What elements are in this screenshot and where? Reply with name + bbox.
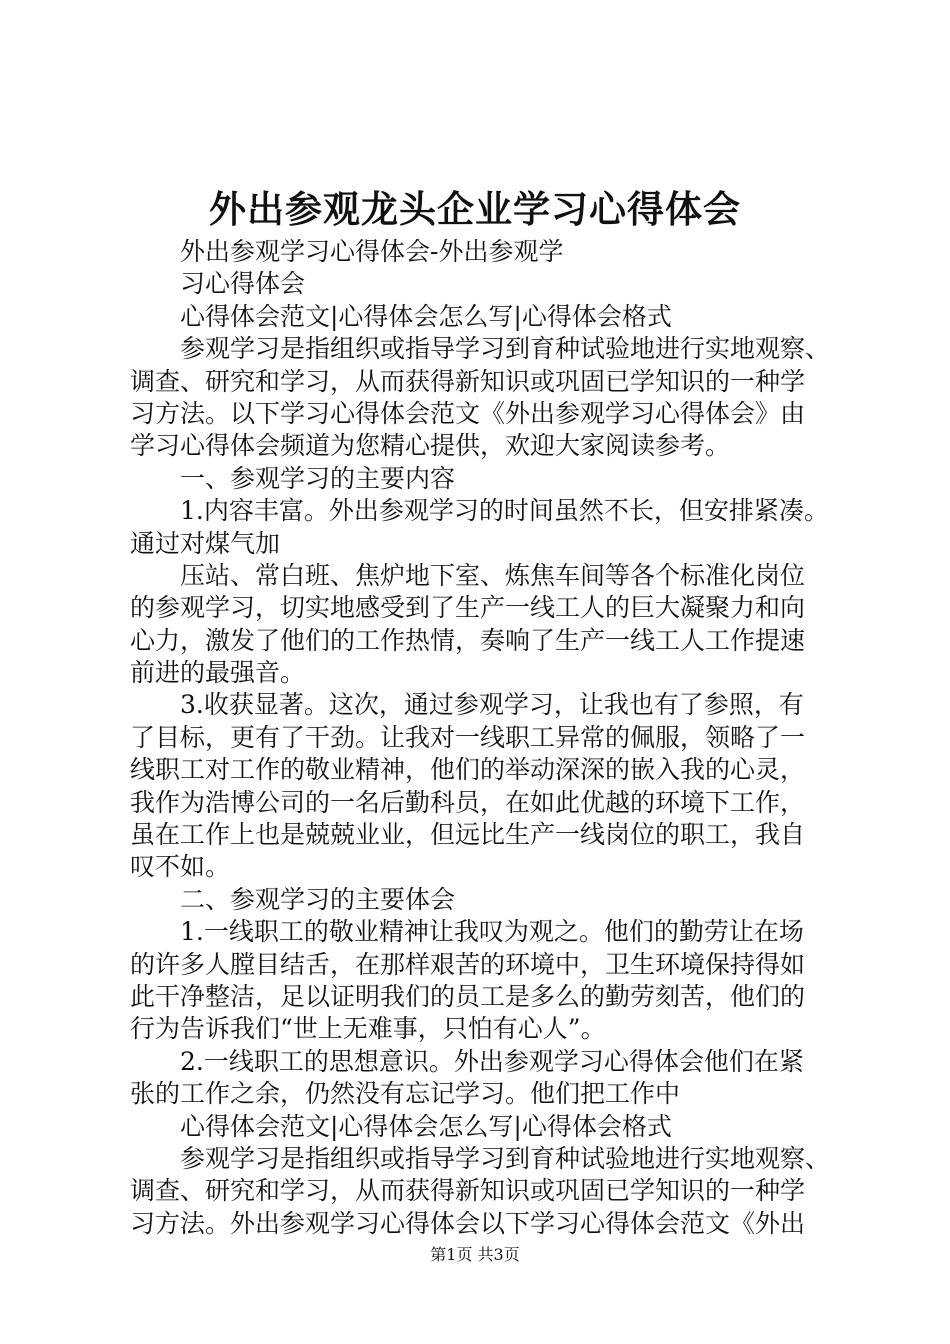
body-line: 的参观学习，切实地感受到了生产一线工人的巨大凝聚力和向 (130, 593, 806, 623)
body-line: 前进的最强音。 (130, 658, 306, 688)
body-line: 线职工对工作的敬业精神，他们的举动深深的嵌入我的心灵， (130, 755, 806, 785)
body-line: 张的工作之余，仍然没有忘记学习。他们把工作中 (130, 1079, 681, 1109)
body-line: 调查、研究和学习，从而获得新知识或巩固已学知识的一种学 (130, 1176, 806, 1206)
body-line: 虽在工作上也是兢兢业业，但远比生产一线岗位的职工，我自 (130, 820, 806, 850)
body-line: 习方法。以下学习心得体会范文《外出参观学习心得体会》由 (130, 398, 806, 428)
body-line: 习心得体会 (180, 269, 306, 299)
body-line: 行为告诉我们“世上无难事，只怕有心人”。 (130, 1014, 606, 1044)
body-line: 习方法。外出参观学习心得体会以下学习心得体会范文《外出 (130, 1208, 806, 1238)
body-line: 心得体会范文|心得体会怎么写|心得体会格式 (180, 1111, 672, 1141)
page-footer: 第1页 共3页 (430, 1245, 520, 1264)
body-line: 外出参观学习心得体会-外出参观学 (180, 237, 564, 266)
body-line: 学习心得体会频道为您精心提供，欢迎大家阅读参考。 (130, 431, 731, 461)
body-line: 心力，激发了他们的工作热情，奏响了生产一线工人工作提速 (130, 625, 806, 655)
body-line: 此干净整洁，足以证明我们的员工是多么的勤劳刻苦，他们的 (130, 981, 806, 1011)
body-line: 心得体会范文|心得体会怎么写|心得体会格式 (180, 301, 672, 331)
body-line: 了目标，更有了干劲。让我对一线职工异常的佩服，领略了一 (130, 722, 806, 752)
body-line: 一、参观学习的主要内容 (180, 463, 456, 493)
body-line: 调查、研究和学习，从而获得新知识或巩固已学知识的一种学 (130, 366, 806, 396)
body-line: 2.一线职工的思想意识。外出参观学习心得体会他们在紧 (180, 1046, 804, 1076)
document-title: 外出参观龙头企业学习心得体会 (209, 187, 741, 231)
body-line: 参观学习是指组织或指导学习到育种试验地进行实地观察、 (180, 334, 831, 364)
body-line: 参观学习是指组织或指导学习到育种试验地进行实地观察、 (180, 1143, 831, 1173)
body-line: 叹不如。 (130, 852, 231, 882)
body-line: 我作为浩博公司的一名后勤科员，在如此优越的环境下工作， (130, 787, 806, 817)
body-line: 通过对煤气加 (130, 528, 281, 558)
body-line: 压站、常白班、焦炉地下室、炼焦车间等各个标准化岗位 (180, 560, 806, 590)
body-line: 1.一线职工的敬业精神让我叹为观之。他们的勤劳让在场 (180, 917, 804, 947)
document-body (130, 236, 830, 1240)
body-line: 的许多人膛目结舌，在那样艰苦的环境中，卫生环境保持得如 (130, 949, 806, 979)
body-line: 二、参观学习的主要体会 (180, 884, 456, 914)
body-line: 3.收获显著。这次，通过参观学习，让我也有了参照，有 (180, 690, 804, 720)
body-line: 1.内容丰富。外出参观学习的时间虽然不长，但安排紧凑。 (180, 496, 829, 526)
